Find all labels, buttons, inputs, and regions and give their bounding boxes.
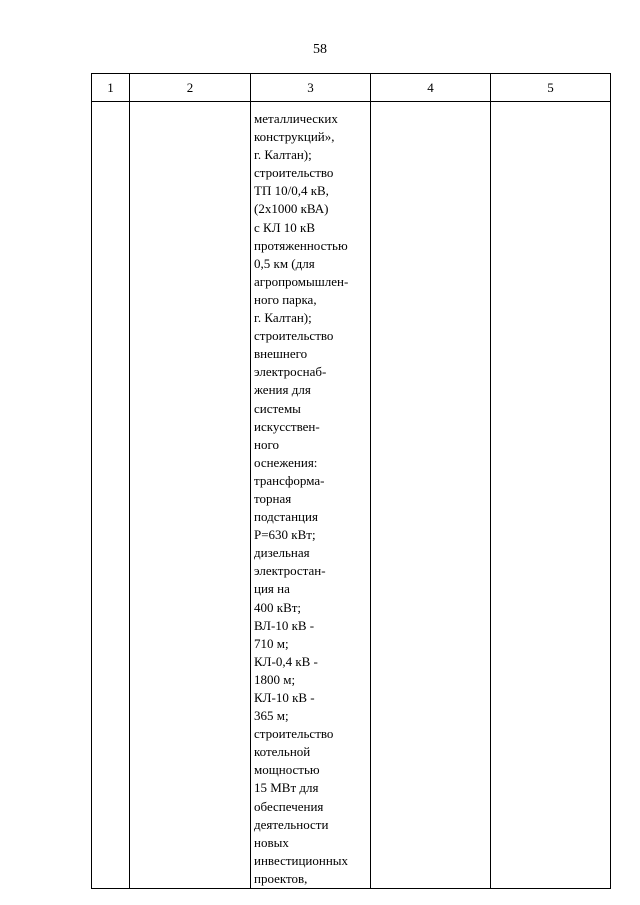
text-line: электроснаб- (254, 364, 327, 380)
table-header-row (92, 74, 611, 102)
column-header-5: 5 (491, 74, 611, 102)
column-header-2: 2 (130, 74, 251, 102)
cell-column-1 (92, 102, 130, 889)
text-line: ТП 10/0,4 кВ, (254, 183, 329, 199)
text-line: электростан- (254, 563, 326, 579)
text-line: подстанция (254, 509, 318, 525)
document-table (91, 73, 611, 889)
text-line: деятельности (254, 816, 329, 832)
text-line: конструкций», (254, 129, 335, 145)
text-line: жения для (254, 382, 311, 398)
text-line: 0,5 км (для (254, 255, 315, 271)
text-line: 365 м; (254, 708, 289, 724)
text-line: ного парка, (254, 291, 317, 307)
text-line: строительство (254, 165, 334, 181)
text-line: обеспечения (254, 798, 324, 814)
text-line: торная (254, 490, 292, 506)
text-line: строительство (254, 726, 334, 742)
text-line: дизельная (254, 545, 310, 561)
text-line: 15 МВт для (254, 780, 319, 796)
text-line: системы (254, 400, 301, 416)
text-line: КЛ-0,4 кВ - (254, 653, 318, 669)
text-line: строительство (254, 328, 334, 344)
text-line: искусствен- (254, 418, 320, 434)
text-line: 710 м; (254, 635, 289, 651)
cell-column-5 (491, 102, 611, 889)
text-line: оснежения: (254, 454, 318, 470)
text-line: протяженностью (254, 237, 348, 253)
text-line: трансформа- (254, 472, 325, 488)
text-line: металлических (254, 111, 338, 126)
column-header-4: 4 (371, 74, 491, 102)
cell-column-3 (251, 102, 371, 889)
text-line: внешнего (254, 346, 308, 362)
text-line: 1800 м; (254, 671, 296, 687)
page-number: 58 (313, 42, 327, 57)
text-line: котельной (254, 744, 311, 760)
text-line: инвестиционных (254, 852, 349, 868)
text-line: КЛ-10 кВ - (254, 690, 315, 705)
text-line: 400 кВт; (254, 599, 302, 615)
text-line: (2x1000 кВА) (254, 201, 329, 217)
text-line: г. Калтан); (254, 147, 312, 163)
text-line: мощностью (254, 762, 320, 778)
text-line: агропромышлен- (254, 273, 349, 289)
cell-column-4 (371, 102, 491, 889)
text-line: Р=630 кВт; (254, 527, 316, 543)
text-line: ного (254, 436, 279, 452)
table-row (92, 102, 611, 889)
text-line: ВЛ-10 кВ - (254, 617, 315, 633)
text-line: новых (254, 834, 289, 850)
cell-column-2 (130, 102, 251, 889)
text-line: с КЛ 10 кВ (254, 219, 315, 235)
text-line: г. Калтан); (254, 310, 312, 326)
column-header-1: 1 (92, 74, 130, 102)
text-line: ция на (254, 581, 290, 597)
text-line: проектов, (254, 870, 308, 886)
column-3-text (251, 102, 370, 888)
column-header-3: 3 (251, 74, 371, 102)
